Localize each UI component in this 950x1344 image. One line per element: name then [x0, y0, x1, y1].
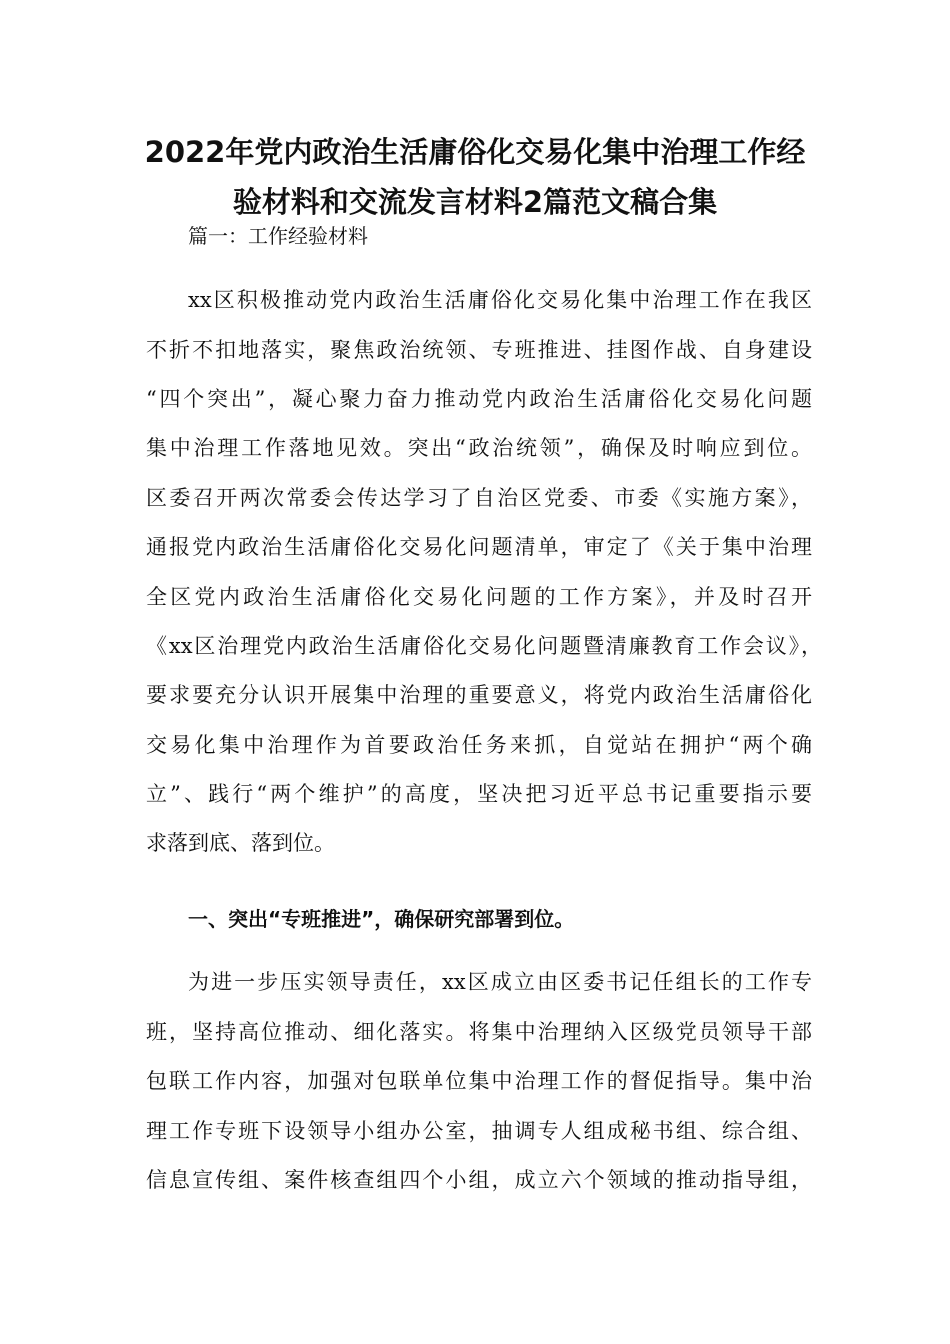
document-title-line-2: 验材料和交流发言材料2篇范文稿合集: [232, 185, 718, 219]
paragraph-1-line: 全区党内政治生活庸俗化交易化问题的工作方案》，并及时召开: [146, 585, 812, 609]
paragraph-1-line: 区委召开两次常委会传达学习了自治区党委、市委《实施方案》，: [146, 486, 812, 510]
part-subheading: 篇一：工作经验材料: [188, 224, 368, 248]
section-1-heading: 一、突出“专班推进”，确保研究部署到位。: [188, 907, 575, 931]
paragraph-1-line: 交易化集中治理作为首要政治任务来抓，自觉站在拥护“两个确: [146, 733, 812, 757]
paragraph-1-line: “四个突出”，凝心聚力奋力推动党内政治生活庸俗化交易化问题: [146, 387, 812, 411]
document-title-line-1: 2022年党内政治生活庸俗化交易化集中治理工作经: [144, 135, 806, 169]
paragraph-2-line: 理工作专班下设领导小组办公室，抽调专人组成秘书组、综合组、: [146, 1119, 812, 1143]
paragraph-1-line: 要求要充分认识开展集中治理的重要意义，将党内政治生活庸俗化: [146, 683, 812, 707]
paragraph-1-line: 立”、践行“两个维护”的高度，坚决把习近平总书记重要指示要: [146, 782, 812, 806]
paragraph-1-line: xx区积极推动党内政治生活庸俗化交易化集中治理工作在我区: [188, 288, 812, 312]
paragraph-1-line: 集中治理工作落地见效。突出“政治统领”，确保及时响应到位。: [146, 436, 812, 460]
paragraph-2-line: 班，坚持高位推动、细化落实。将集中治理纳入区级党员领导干部: [146, 1020, 812, 1044]
paragraph-2-line: 信息宣传组、案件核查组四个小组，成立六个领域的推动指导组，: [146, 1168, 812, 1192]
paragraph-2-line: 为进一步压实领导责任，xx区成立由区委书记任组长的工作专: [188, 970, 812, 994]
paragraph-2-line: 包联工作内容，加强对包联单位集中治理工作的督促指导。集中治: [146, 1069, 812, 1093]
paragraph-1-line: 《xx区治理党内政治生活庸俗化交易化问题暨清廉教育工作会议》，: [146, 634, 822, 658]
paragraph-1-line: 通报党内政治生活庸俗化交易化问题清单，审定了《关于集中治理: [146, 535, 812, 559]
paragraph-1-line: 不折不扣地落实，聚焦政治统领、专班推进、挂图作战、自身建设: [146, 338, 812, 362]
paragraph-1-line: 求落到底、落到位。: [146, 831, 335, 855]
